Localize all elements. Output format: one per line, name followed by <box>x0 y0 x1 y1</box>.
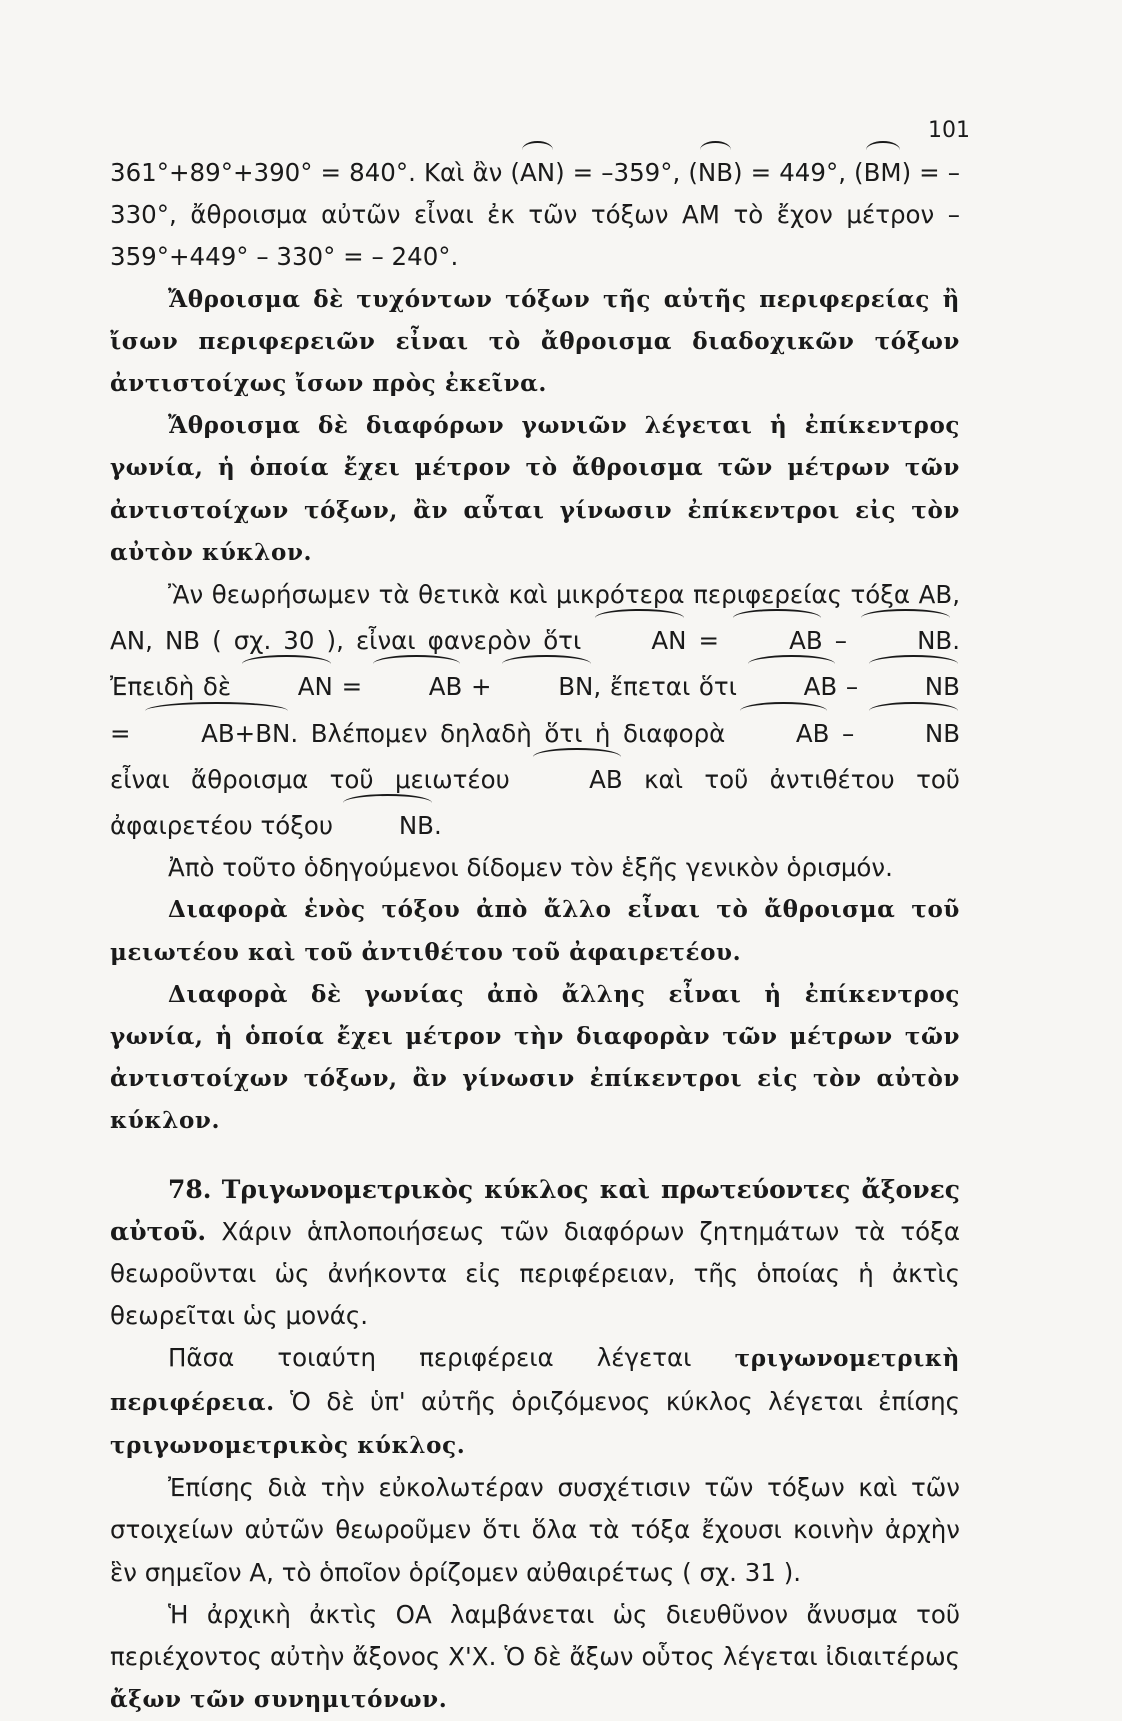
arc-notation: NB <box>341 801 434 847</box>
text-run: Πᾶσα τοιαύτη περιφέρεια λέγεται <box>168 1343 692 1373</box>
section-78 <box>110 1169 960 1338</box>
text-run: καὶ τοῦ ἀντιθέτου τοῦ ἀφαιρετέου τόξου <box>110 764 960 841</box>
text-run: ) = –359°, ( <box>555 158 698 187</box>
section-heading: 78. <box>168 1174 212 1204</box>
arc-notation: AB <box>738 709 830 755</box>
paragraph-trig-circle <box>110 1337 960 1467</box>
arc-notation: AB <box>531 755 623 801</box>
text-run: – <box>842 718 855 748</box>
arc-notation: BN <box>500 662 593 708</box>
arc-notation: AB <box>746 662 838 708</box>
text-run: + <box>471 672 492 702</box>
definition-difference-arcs: Διαφορὰ ἑνὸς τόξου ἀπὸ ἄλλο εἶναι τὸ ἄθροισμα τοῦ μειωτέου καὶ τοῦ ἀντιθέτου τοῦ ἀφαιρετέου. <box>110 896 960 966</box>
arc-notation: AN <box>593 616 686 662</box>
section-body: Χάριν ἁπλοποιήσεως τῶν διαφόρων ζητημάτων τὰ τόξα θεωροῦνται ὡς ἀνήκοντα εἰς περιφέρειαν, τῆς ὁποίας ἡ ἀκτὶς θεωρεῖται ὡς μονάς. <box>110 1216 960 1331</box>
text-run: = <box>341 672 363 702</box>
paragraph-common-origin: Ἐπίσης διὰ τὴν εὐκολωτέραν συσχέτισιν τῶν τόξων καὶ τῶν στοιχείων αὐτῶν θεωροῦμεν ὅτι ὅλα τὰ τόξα ἔχουσι κοινὴν ἀρχὴν ἓν σημεῖον Α, τὸ ὁποῖον ὁρίζομεν αὐθαιρέτως ( σχ. 31 ). <box>110 1473 960 1587</box>
text-run: ) = – 330°, ἄθροισμα αὐτῶν εἶναι ἐκ τῶν τόξων ΑΜ τὸ ἔχον μέτρον – 359°+449° – 330° = – 240°. <box>110 158 960 272</box>
text-run: = <box>698 626 720 656</box>
paragraph-arc-example <box>110 574 960 847</box>
arc-notation: NB <box>867 662 960 708</box>
arc-notation: BM <box>864 148 902 194</box>
arc-notation: AN <box>240 662 333 708</box>
arc-notation: NB <box>859 616 952 662</box>
bold-term: τριγωνομετρικὸς κύκλος. <box>110 1431 466 1459</box>
definition-difference-angles: Διαφορὰ δὲ γωνίας ἀπὸ ἄλλης εἶναι ἡ ἐπίκεντρος γωνία, ἡ ὁποία ἔχει μέτρον τὴν διαφορὰν τῶν μέτρων τῶν ἀντιστοίχων τόξων, ἂν γίνωσιν ἐπίκεντροι εἰς τὸν αὐτὸν κύκλον. <box>110 980 960 1135</box>
text-run: – <box>845 672 859 702</box>
paragraph-angles-sum <box>110 148 960 279</box>
page-number: 101 <box>928 118 970 143</box>
arc-notation: AB <box>371 662 463 708</box>
arc-notation: NB <box>867 709 960 755</box>
arc-notation: NB <box>698 148 733 194</box>
bold-term: τριγωνομετρικὴ περιφέρεια. <box>110 1345 960 1416</box>
text-run: . <box>434 811 442 841</box>
arc-notation: AB+BN <box>143 709 290 755</box>
text-run: ) = 449°, ( <box>733 158 864 187</box>
section-heading: Τριγωνομετρικὸς κύκλος καὶ πρωτεύοντες ἄξονες αὐτοῦ. <box>110 1174 961 1246</box>
text-run: Ὁ δὲ ὑπ' αὐτῆς ὁριζόμενος κύκλος λέγεται ἐπίσης <box>290 1386 960 1416</box>
text-run: = <box>110 718 131 748</box>
text-run: εἶναι ἄθροισμα τοῦ μειωτέου <box>110 764 510 794</box>
text-run: 361°+89°+390° = 840°. Καὶ ἂν ( <box>110 158 520 187</box>
text-run: , ἔπεται ὅτι <box>593 672 737 702</box>
text-run: Ἡ ἀρχικὴ ἀκτὶς ΟΑ λαμβάνεται ὡς διευθῦνον ἄνυσμα τοῦ περιέχοντος αὐτὴν ἄξονος Χ'Χ. Ὁ δὲ ἄξων οὗτος λέγεται ἰδιαιτέρως <box>110 1599 960 1671</box>
definition-sum-arcs: Ἄθροισμα δὲ τυχόντων τόξων τῆς αὐτῆς περιφερείας ἢ ἴσων περιφερειῶν εἶναι τὸ ἄθροισμα διαδοχικῶν τόξων ἀντιστοίχως ἴσων πρὸς ἐκεῖνα. <box>110 285 960 398</box>
text-run: . Βλέπομεν δηλαδὴ ὅτι ἡ διαφορὰ <box>290 718 726 748</box>
text-run: Ἂν θεωρήσωμεν τὰ θετικὰ καὶ μικρότερα περιφερείας τόξα ΑΒ, ΑΝ, ΝΒ ( σχ. 30 ), εἶναι φανερὸν ὅτι <box>110 580 960 656</box>
paragraph-lead-in: Ἀπὸ τοῦτο ὁδηγούμενοι δίδομεν τὸν ἑξῆς γενικὸν ὁρισμόν. <box>168 853 893 883</box>
paragraph-cosine-axis <box>110 1594 960 1721</box>
arc-notation: AB <box>731 616 823 662</box>
definition-sum-angles: Ἄθροισμα δὲ διαφόρων γωνιῶν λέγεται ἡ ἐπίκεντρος γωνία, ἡ ὁποία ἔχει μέτρον τὸ ἄθροισμα τῶν μέτρων τῶν ἀντιστοίχων τόξων, ἂν αὗται γίνωσιν ἐπίκεντροι εἰς τὸν αὐτὸν κύκλον. <box>110 412 960 566</box>
page-body <box>110 148 960 1721</box>
text-run: . Ἐπειδὴ δὲ <box>110 626 961 702</box>
bold-term: ἄξων τῶν συνημιτόνων. <box>110 1686 448 1714</box>
text-run: – <box>834 626 847 656</box>
arc-notation: AN <box>520 148 555 194</box>
